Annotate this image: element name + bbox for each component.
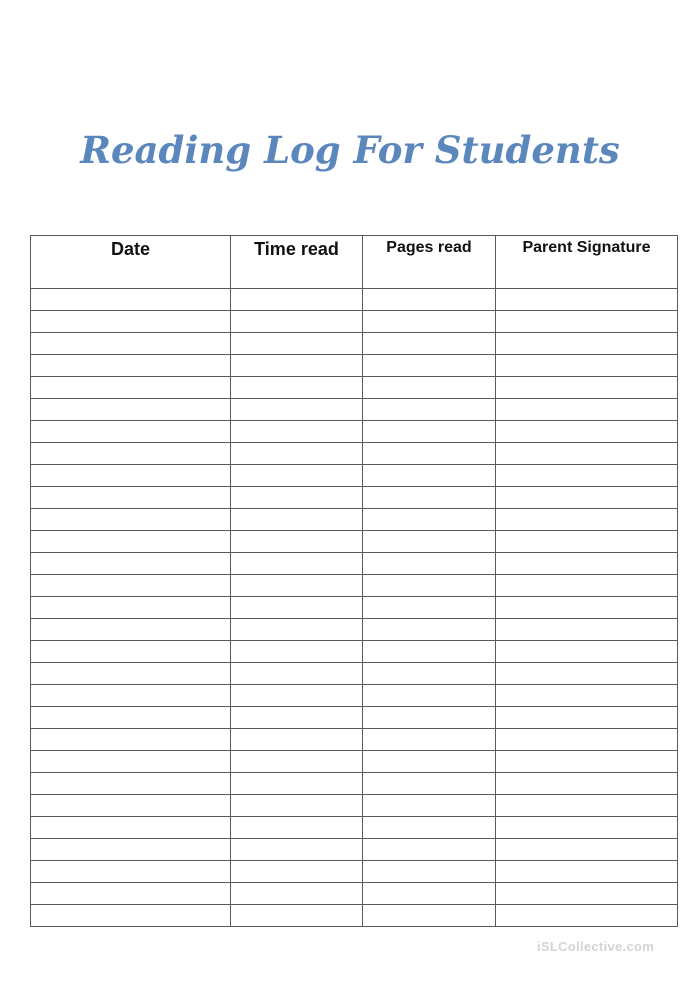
table-row: [31, 399, 678, 421]
parent-signature-cell: [496, 487, 678, 509]
table-row: [31, 575, 678, 597]
parent-signature-cell: [496, 795, 678, 817]
table-row: [31, 531, 678, 553]
pages-read-cell: [363, 905, 496, 927]
table-row: [31, 839, 678, 861]
parent-signature-cell: [496, 289, 678, 311]
parent-signature-cell: [496, 729, 678, 751]
pages-read-cell: [363, 773, 496, 795]
date-cell: [31, 817, 231, 839]
date-cell: [31, 355, 231, 377]
table-row: [31, 421, 678, 443]
time-read-cell: [231, 333, 363, 355]
parent-signature-cell: [496, 465, 678, 487]
table-row: [31, 729, 678, 751]
table-row: [31, 817, 678, 839]
pages-read-cell: [363, 333, 496, 355]
time-read-cell: [231, 751, 363, 773]
date-cell: [31, 619, 231, 641]
pages-read-cell: [363, 729, 496, 751]
pages-read-cell: [363, 421, 496, 443]
parent-signature-cell: [496, 355, 678, 377]
date-cell: [31, 883, 231, 905]
date-cell: [31, 861, 231, 883]
time-read-cell: [231, 641, 363, 663]
parent-signature-cell: [496, 905, 678, 927]
pages-read-cell: [363, 883, 496, 905]
date-cell: [31, 751, 231, 773]
parent-signature-cell: [496, 509, 678, 531]
date-cell: [31, 509, 231, 531]
table-row: [31, 553, 678, 575]
pages-read-cell: [363, 685, 496, 707]
pages-read-cell: [363, 619, 496, 641]
pages-read-cell: [363, 355, 496, 377]
parent-signature-cell: [496, 531, 678, 553]
column-header-date: Date: [31, 236, 231, 289]
date-cell: [31, 597, 231, 619]
date-cell: [31, 773, 231, 795]
time-read-cell: [231, 311, 363, 333]
time-read-cell: [231, 883, 363, 905]
time-read-cell: [231, 773, 363, 795]
pages-read-cell: [363, 751, 496, 773]
table-row: [31, 465, 678, 487]
date-cell: [31, 333, 231, 355]
time-read-cell: [231, 663, 363, 685]
date-cell: [31, 839, 231, 861]
pages-read-cell: [363, 289, 496, 311]
parent-signature-cell: [496, 575, 678, 597]
time-read-cell: [231, 839, 363, 861]
table-row: [31, 905, 678, 927]
date-cell: [31, 399, 231, 421]
parent-signature-cell: [496, 597, 678, 619]
date-cell: [31, 443, 231, 465]
time-read-cell: [231, 707, 363, 729]
parent-signature-cell: [496, 861, 678, 883]
table-row: [31, 861, 678, 883]
watermark: iSLCollective.com: [537, 939, 655, 954]
time-read-cell: [231, 355, 363, 377]
parent-signature-cell: [496, 663, 678, 685]
table-header-row: [31, 236, 678, 289]
date-cell: [31, 311, 231, 333]
table-row: [31, 333, 678, 355]
table-row: [31, 795, 678, 817]
date-cell: [31, 795, 231, 817]
column-header-parent-signature: Parent Signature: [496, 236, 678, 289]
table-row: [31, 641, 678, 663]
date-cell: [31, 575, 231, 597]
pages-read-cell: [363, 377, 496, 399]
table-row: [31, 289, 678, 311]
time-read-cell: [231, 289, 363, 311]
column-header-time-read: Time read: [231, 236, 363, 289]
pages-read-cell: [363, 817, 496, 839]
pages-read-cell: [363, 553, 496, 575]
table-row: [31, 487, 678, 509]
time-read-cell: [231, 553, 363, 575]
table-row: [31, 685, 678, 707]
pages-read-cell: [363, 597, 496, 619]
time-read-cell: [231, 905, 363, 927]
date-cell: [31, 641, 231, 663]
parent-signature-cell: [496, 421, 678, 443]
table-body: [31, 289, 678, 927]
date-cell: [31, 729, 231, 751]
table-row: [31, 377, 678, 399]
parent-signature-cell: [496, 839, 678, 861]
time-read-cell: [231, 399, 363, 421]
time-read-cell: [231, 509, 363, 531]
table-row: [31, 773, 678, 795]
time-read-cell: [231, 861, 363, 883]
date-cell: [31, 685, 231, 707]
table-row: [31, 509, 678, 531]
pages-read-cell: [363, 509, 496, 531]
pages-read-cell: [363, 531, 496, 553]
time-read-cell: [231, 465, 363, 487]
date-cell: [31, 421, 231, 443]
date-cell: [31, 487, 231, 509]
pages-read-cell: [363, 443, 496, 465]
time-read-cell: [231, 575, 363, 597]
pages-read-cell: [363, 663, 496, 685]
parent-signature-cell: [496, 619, 678, 641]
parent-signature-cell: [496, 311, 678, 333]
pages-read-cell: [363, 399, 496, 421]
parent-signature-cell: [496, 817, 678, 839]
date-cell: [31, 377, 231, 399]
pages-read-cell: [363, 575, 496, 597]
pages-read-cell: [363, 487, 496, 509]
date-cell: [31, 289, 231, 311]
parent-signature-cell: [496, 443, 678, 465]
time-read-cell: [231, 377, 363, 399]
parent-signature-cell: [496, 883, 678, 905]
pages-read-cell: [363, 861, 496, 883]
time-read-cell: [231, 531, 363, 553]
parent-signature-cell: [496, 751, 678, 773]
table-row: [31, 707, 678, 729]
time-read-cell: [231, 597, 363, 619]
table-row: [31, 751, 678, 773]
table-row: [31, 597, 678, 619]
table-row: [31, 619, 678, 641]
table-row: [31, 355, 678, 377]
date-cell: [31, 905, 231, 927]
parent-signature-cell: [496, 333, 678, 355]
time-read-cell: [231, 619, 363, 641]
parent-signature-cell: [496, 685, 678, 707]
pages-read-cell: [363, 465, 496, 487]
time-read-cell: [231, 685, 363, 707]
table-row: [31, 883, 678, 905]
table-row: [31, 663, 678, 685]
column-header-pages-read: Pages read: [363, 236, 496, 289]
pages-read-cell: [363, 641, 496, 663]
date-cell: [31, 553, 231, 575]
reading-log-table: [30, 235, 678, 927]
time-read-cell: [231, 487, 363, 509]
page-title: Reading Log For Students: [80, 128, 620, 172]
pages-read-cell: [363, 795, 496, 817]
parent-signature-cell: [496, 399, 678, 421]
time-read-cell: [231, 421, 363, 443]
date-cell: [31, 707, 231, 729]
time-read-cell: [231, 817, 363, 839]
date-cell: [31, 531, 231, 553]
parent-signature-cell: [496, 377, 678, 399]
parent-signature-cell: [496, 641, 678, 663]
pages-read-cell: [363, 839, 496, 861]
parent-signature-cell: [496, 553, 678, 575]
parent-signature-cell: [496, 707, 678, 729]
date-cell: [31, 465, 231, 487]
table-row: [31, 443, 678, 465]
time-read-cell: [231, 729, 363, 751]
table-row: [31, 311, 678, 333]
time-read-cell: [231, 795, 363, 817]
pages-read-cell: [363, 707, 496, 729]
parent-signature-cell: [496, 773, 678, 795]
time-read-cell: [231, 443, 363, 465]
pages-read-cell: [363, 311, 496, 333]
date-cell: [31, 663, 231, 685]
